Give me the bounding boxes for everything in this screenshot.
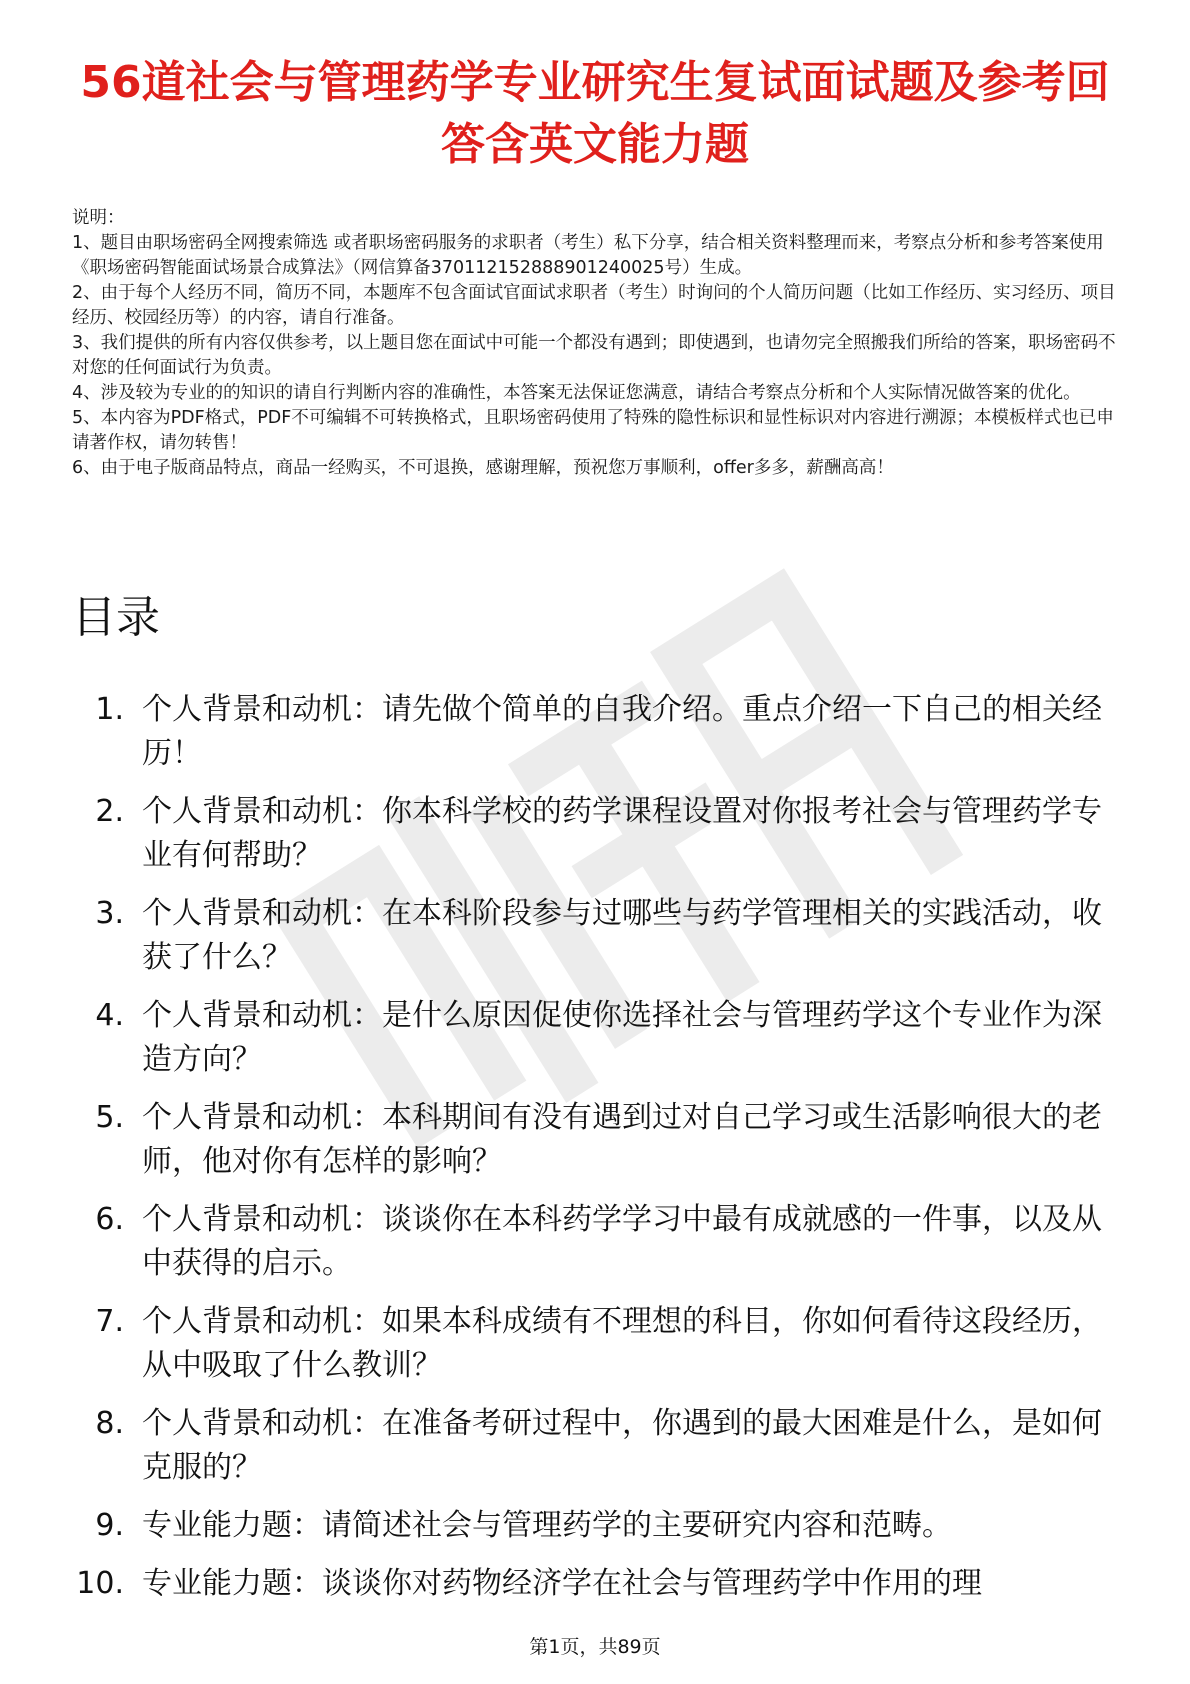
toc-item-number: 8.	[95, 1406, 124, 1441]
toc-item-text: 专业能力题：谈谈你对药物经济学在社会与管理药学中作用的理	[142, 1566, 982, 1601]
toc-item-text: 个人背景和动机：谈谈你在本科药学学习中最有成就感的一件事，以及从中获得的启示。	[142, 1202, 1102, 1281]
notes-section	[72, 206, 1122, 481]
toc-item-text: 个人背景和动机：是什么原因促使你选择社会与管理药学这个专业作为深造方向？	[142, 998, 1102, 1077]
toc-item-text: 个人背景和动机：请先做个简单的自我介绍。重点介绍一下自己的相关经历！	[142, 692, 1102, 771]
toc-item-text: 个人背景和动机：你本科学校的药学课程设置对你报考社会与管理药学专业有何帮助？	[142, 794, 1102, 873]
toc-item-text: 个人背景和动机：在准备考研过程中，你遇到的最大困难是什么，是如何克服的？	[142, 1406, 1102, 1485]
toc-item-number: 1.	[95, 692, 124, 727]
toc-item[interactable]	[72, 994, 1122, 1082]
note-item: 3、我们提供的所有内容仅供参考，以上题目您在面试中可能一个都没有遇到；即使遇到，也请勿完全照搬我们所给的答案，职场密码不对您的任何面试行为负责。	[72, 333, 1116, 378]
toc-item[interactable]	[72, 688, 1122, 776]
toc-item-text: 专业能力题：请简述社会与管理药学的主要研究内容和范畴。	[142, 1508, 952, 1543]
toc-item[interactable]	[72, 1300, 1122, 1388]
note-item: 1、题目由职场密码全网搜索筛选 或者职场密码服务的求职者（考生）私下分享，结合相关资料整理而来，考察点分析和参考答案使用《职场密码智能面试场景合成算法》（网信算备370112152888901240025号）生成。	[72, 233, 1104, 278]
toc-item[interactable]	[72, 1504, 1122, 1548]
document-title: 56道社会与管理药学专业研究生复试面试题及参考回答含英文能力题	[80, 57, 1110, 170]
toc-item[interactable]	[72, 790, 1122, 878]
toc-item[interactable]	[72, 1402, 1122, 1490]
note-item: 5、本内容为PDF格式，PDF不可编辑不可转换格式，且职场密码使用了特殊的隐性标识和显性标识对内容进行溯源；本模板样式也已申请著作权，请勿转售！	[72, 408, 1114, 453]
toc-item-text: 个人背景和动机：本科期间有没有遇到过对自己学习或生活影响很大的老师，他对你有怎样的影响？	[142, 1100, 1102, 1179]
toc-heading: 目录	[72, 592, 160, 643]
toc-item-number: 6.	[95, 1202, 124, 1237]
note-item: 6、由于电子版商品特点，商品一经购买，不可退换，感谢理解，预祝您万事顺利，offer多多，薪酬高高！	[72, 458, 894, 478]
toc-item-number: 5.	[95, 1100, 124, 1135]
page-footer: 第1页，共89页	[529, 1636, 661, 1658]
toc-item[interactable]	[72, 1562, 1122, 1606]
toc-item-number: 7.	[95, 1304, 124, 1339]
toc-item-number: 2.	[95, 794, 124, 829]
note-item: 2、由于每个人经历不同，简历不同，本题库不包含面试官面试求职者（考生）时询问的个人简历问题（比如工作经历、实习经历、项目经历、校园经历等）的内容，请自行准备。	[72, 283, 1116, 328]
toc-item-text: 个人背景和动机：如果本科成绩有不理想的科目，你如何看待这段经历，从中吸取了什么教训？	[142, 1304, 1102, 1383]
toc-item[interactable]	[72, 1198, 1122, 1286]
notes-label: 说明：	[72, 208, 125, 228]
toc-item-number: 4.	[95, 998, 124, 1033]
toc-item-number: 10.	[76, 1566, 124, 1601]
toc-item[interactable]	[72, 892, 1122, 980]
toc-item-text: 个人背景和动机：在本科阶段参与过哪些与药学管理相关的实践活动，收获了什么？	[142, 896, 1102, 975]
toc-item-number: 3.	[95, 896, 124, 931]
toc-item-number: 9.	[95, 1508, 124, 1543]
table-of-contents	[72, 688, 1122, 1620]
note-item: 4、涉及较为专业的的知识的请自行判断内容的准确性，本答案无法保证您满意，请结合考察点分析和个人实际情况做答案的优化。	[72, 383, 1081, 403]
toc-item[interactable]	[72, 1096, 1122, 1184]
